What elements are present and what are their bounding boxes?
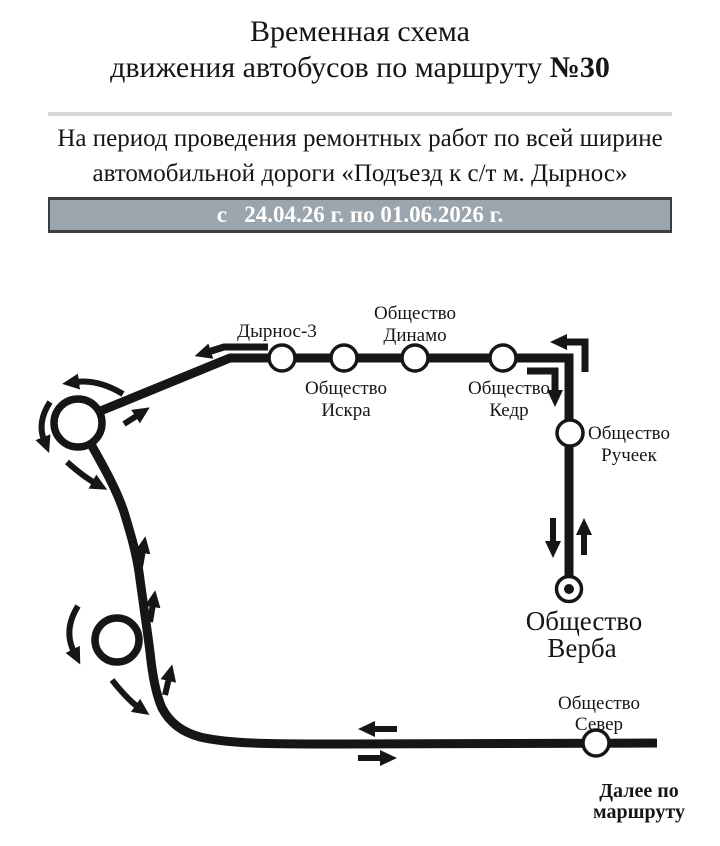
roundabout-north-left-arrow xyxy=(42,402,50,440)
stop-dyrnos-3-label: Дырнос-3 xyxy=(237,321,317,342)
northeast-arrow xyxy=(124,415,138,424)
roundabout-south xyxy=(95,618,139,662)
stop-kedr-marker xyxy=(490,345,516,371)
notice-line1: На период проведения ремонтных работ по всей ширине xyxy=(57,125,663,152)
stop-dinamo-label-1: Общество xyxy=(373,303,457,324)
stop-kedr-label-1: Общество xyxy=(467,378,551,399)
uphill-arrow-3 xyxy=(165,678,169,695)
stop-sever-label-2: Север xyxy=(574,714,624,735)
stop-iskra-label-1: Общество xyxy=(304,378,388,399)
title-line1: Временная схема xyxy=(250,15,470,48)
notice-text xyxy=(0,121,720,191)
terminus-verba-marker xyxy=(557,577,582,602)
stop-iskra-label-2: Искра xyxy=(321,400,371,421)
stop-iskra-marker xyxy=(331,345,357,371)
terminus-verba-label-2: Верба xyxy=(547,633,617,663)
notice-line2: автомобильной дороги «Подъезд к с/т м. Дырнос» xyxy=(92,160,628,187)
roundabout-north xyxy=(54,399,102,447)
stop-rucheek-label-2: Ручеек xyxy=(601,445,657,466)
period-text: с 24.04.26 г. по 01.06.2026 г. xyxy=(216,202,504,227)
route-diagram xyxy=(0,280,720,846)
page-title xyxy=(0,14,720,86)
continuation-note-2: маршруту xyxy=(593,801,685,823)
stop-dyrnos-3-marker xyxy=(269,345,295,371)
roundabout-south-left-arrow xyxy=(69,606,78,652)
roundabout-south-bottom-arrow xyxy=(112,680,138,707)
stop-dinamo-marker xyxy=(402,345,428,371)
divider-rule xyxy=(48,112,672,116)
stop-kedr-label-2: Кедр xyxy=(489,400,529,421)
title-line2: движения автобусов по маршруту xyxy=(110,51,550,84)
uphill-arrow-2 xyxy=(150,604,153,622)
terminus-verba-label-1: Общество xyxy=(525,606,643,636)
continuation-note-1: Далее по xyxy=(599,780,679,802)
stop-dinamo-label-2: Динамо xyxy=(383,325,447,346)
west-exit-arrow xyxy=(208,347,268,352)
stop-rucheek-label-1: Общество xyxy=(587,423,671,444)
roundabout-north-bottom-arrow xyxy=(67,462,95,483)
roundabout-north-top-arrow xyxy=(76,382,123,395)
stop-sever-label-1: Общество xyxy=(557,693,641,714)
route-number: №30 xyxy=(549,51,610,84)
terminus-inner-dot xyxy=(564,584,574,594)
uphill-arrow-1 xyxy=(140,550,143,567)
route-lines xyxy=(92,358,657,744)
stop-rucheek-marker xyxy=(557,420,583,446)
period-banner xyxy=(48,197,672,233)
